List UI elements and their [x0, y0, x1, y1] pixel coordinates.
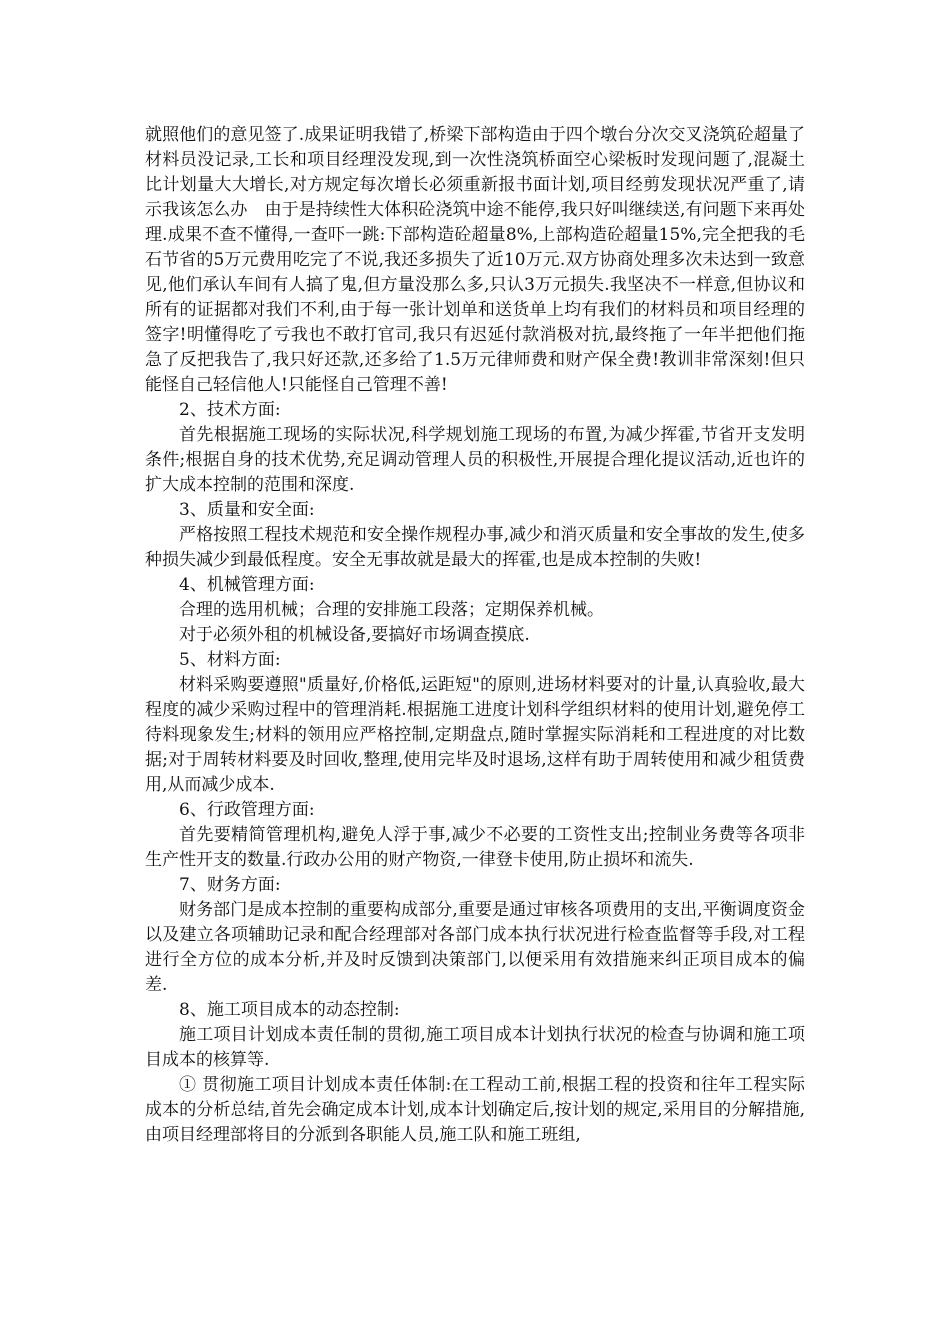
paragraph-machinery-2: 对于必须外租的机械设备,要搞好市场调查摸底. — [179, 625, 530, 645]
paragraph-administration: 首先要精简管理机构,避免人浮于事,减少不必要的工资性支出;控制业务费等各项非生产性开支的数量.行政办公用的财产物资,一律登卡使用,防止损坏和流失. — [145, 825, 805, 870]
heading-machinery: 4、机械管理方面: — [179, 575, 315, 595]
paragraph-finance: 财务部门是成本控制的重要构成部分,重要是通过审核各项费用的支出,平衡调度资金以及建立各项辅助记录和配合经理部对各部门成本执行状况进行检查监督等手段,对工程进行全方位的成本分析,并及时反馈到决策部门,以便采用有效措施来纠正项目成本的偏差. — [145, 900, 805, 995]
paragraph-machinery-1: 合理的选用机械；合理的安排施工段落；定期保养机械。 — [179, 600, 604, 620]
heading-quality-safety: 3、质量和安全面: — [179, 500, 315, 520]
paragraph-responsibility-system: ① 贯彻施工项目计划成本责任体制:在工程动工前,根据工程的投资和往年工程实际成本的分析总结,首先会确定成本计划,成本计划确定后,按计划的规定,采用目的分解措施,由项目经理部将目的分派到各职能人员,施工队和施工班组, — [145, 1075, 805, 1145]
paragraph-materials: 材料采购要遵照"质量好,价格低,运距短"的原则,进场材料要对的计量,认真验收,最大程度的减少采购过程中的管理消耗.根据施工进度计划科学组织材料的使用计划,避免停工待料现象发生;材料的领用应严格控制,定期盘点,随时掌握实际消耗和工程进度的对比数据;对于周转材料要及时回收,整理,使用完毕及时退场,这样有助于周转使用和减少租赁费用,从而减少成本. — [145, 675, 805, 795]
document-page — [145, 123, 805, 1148]
heading-technology: 2、技术方面: — [179, 400, 281, 420]
paragraph-quality-safety: 严格按照工程技术规范和安全操作规程办事,减少和消灭质量和安全事故的发生,使多种损失减少到最低程度。安全无事故就是最大的挥霍,也是成本控制的失败! — [145, 525, 805, 570]
paragraph-technology: 首先根据施工现场的实际状况,科学规划施工现场的布置,为减少挥霍,节省开支发明条件;根据自身的技术优势,充足调动管理人员的积极性,开展提合理化提议活动,近也许的扩大成本控制的范围和深度. — [145, 425, 805, 495]
paragraph-dynamic-control: 施工项目计划成本责任制的贯彻,施工项目成本计划执行状况的检查与协调和施工项目成本的核算等. — [145, 1025, 805, 1070]
heading-dynamic-control: 8、施工项目成本的动态控制: — [179, 1000, 400, 1020]
heading-finance: 7、财务方面: — [179, 875, 281, 895]
heading-materials: 5、材料方面: — [179, 650, 281, 670]
paragraph-dispute-account: 就照他们的意见签了.成果证明我错了,桥梁下部构造由于四个墩台分次交叉浇筑砼超量了材料员没记录,工长和项目经理没发现,到一次性浇筑桥面空心梁板时发现问题了,混凝土比计划量大大增长,对方规定每次增长必须重新报书面计划,项目经剪发现状况严重了,请示我该怎么办 由于是持续性大体积砼浇筑中途不能停,我只好叫继续送,有问题下来再处理.成果不查不懂得,一查吓一跳:下部构造砼超量8%,上部构造砼超量15%,完全把我的毛石节省的5万元费用吃完了不说,我还多损失了近10万元.双方协商处理多次未达到一致意见,他们承认车间有人搞了鬼,但方量没那么多,只认3万元损失.我坚决不一样意,但协议和所有的证据都对我们不利,由于每一张计划单和送货单上均有我们的材料员和项目经理的签字!明懂得吃了亏我也不敢打官司,我只有迟延付款消极对抗,最终拖了一年半把他们拖急了反把我告了,我只好还款,还多给了1.5万元律师费和财产保全费!教训非常深刻!但只能怪自己轻信他人!只能怪自己管理不善! — [145, 125, 805, 395]
heading-administration: 6、行政管理方面: — [179, 800, 315, 820]
